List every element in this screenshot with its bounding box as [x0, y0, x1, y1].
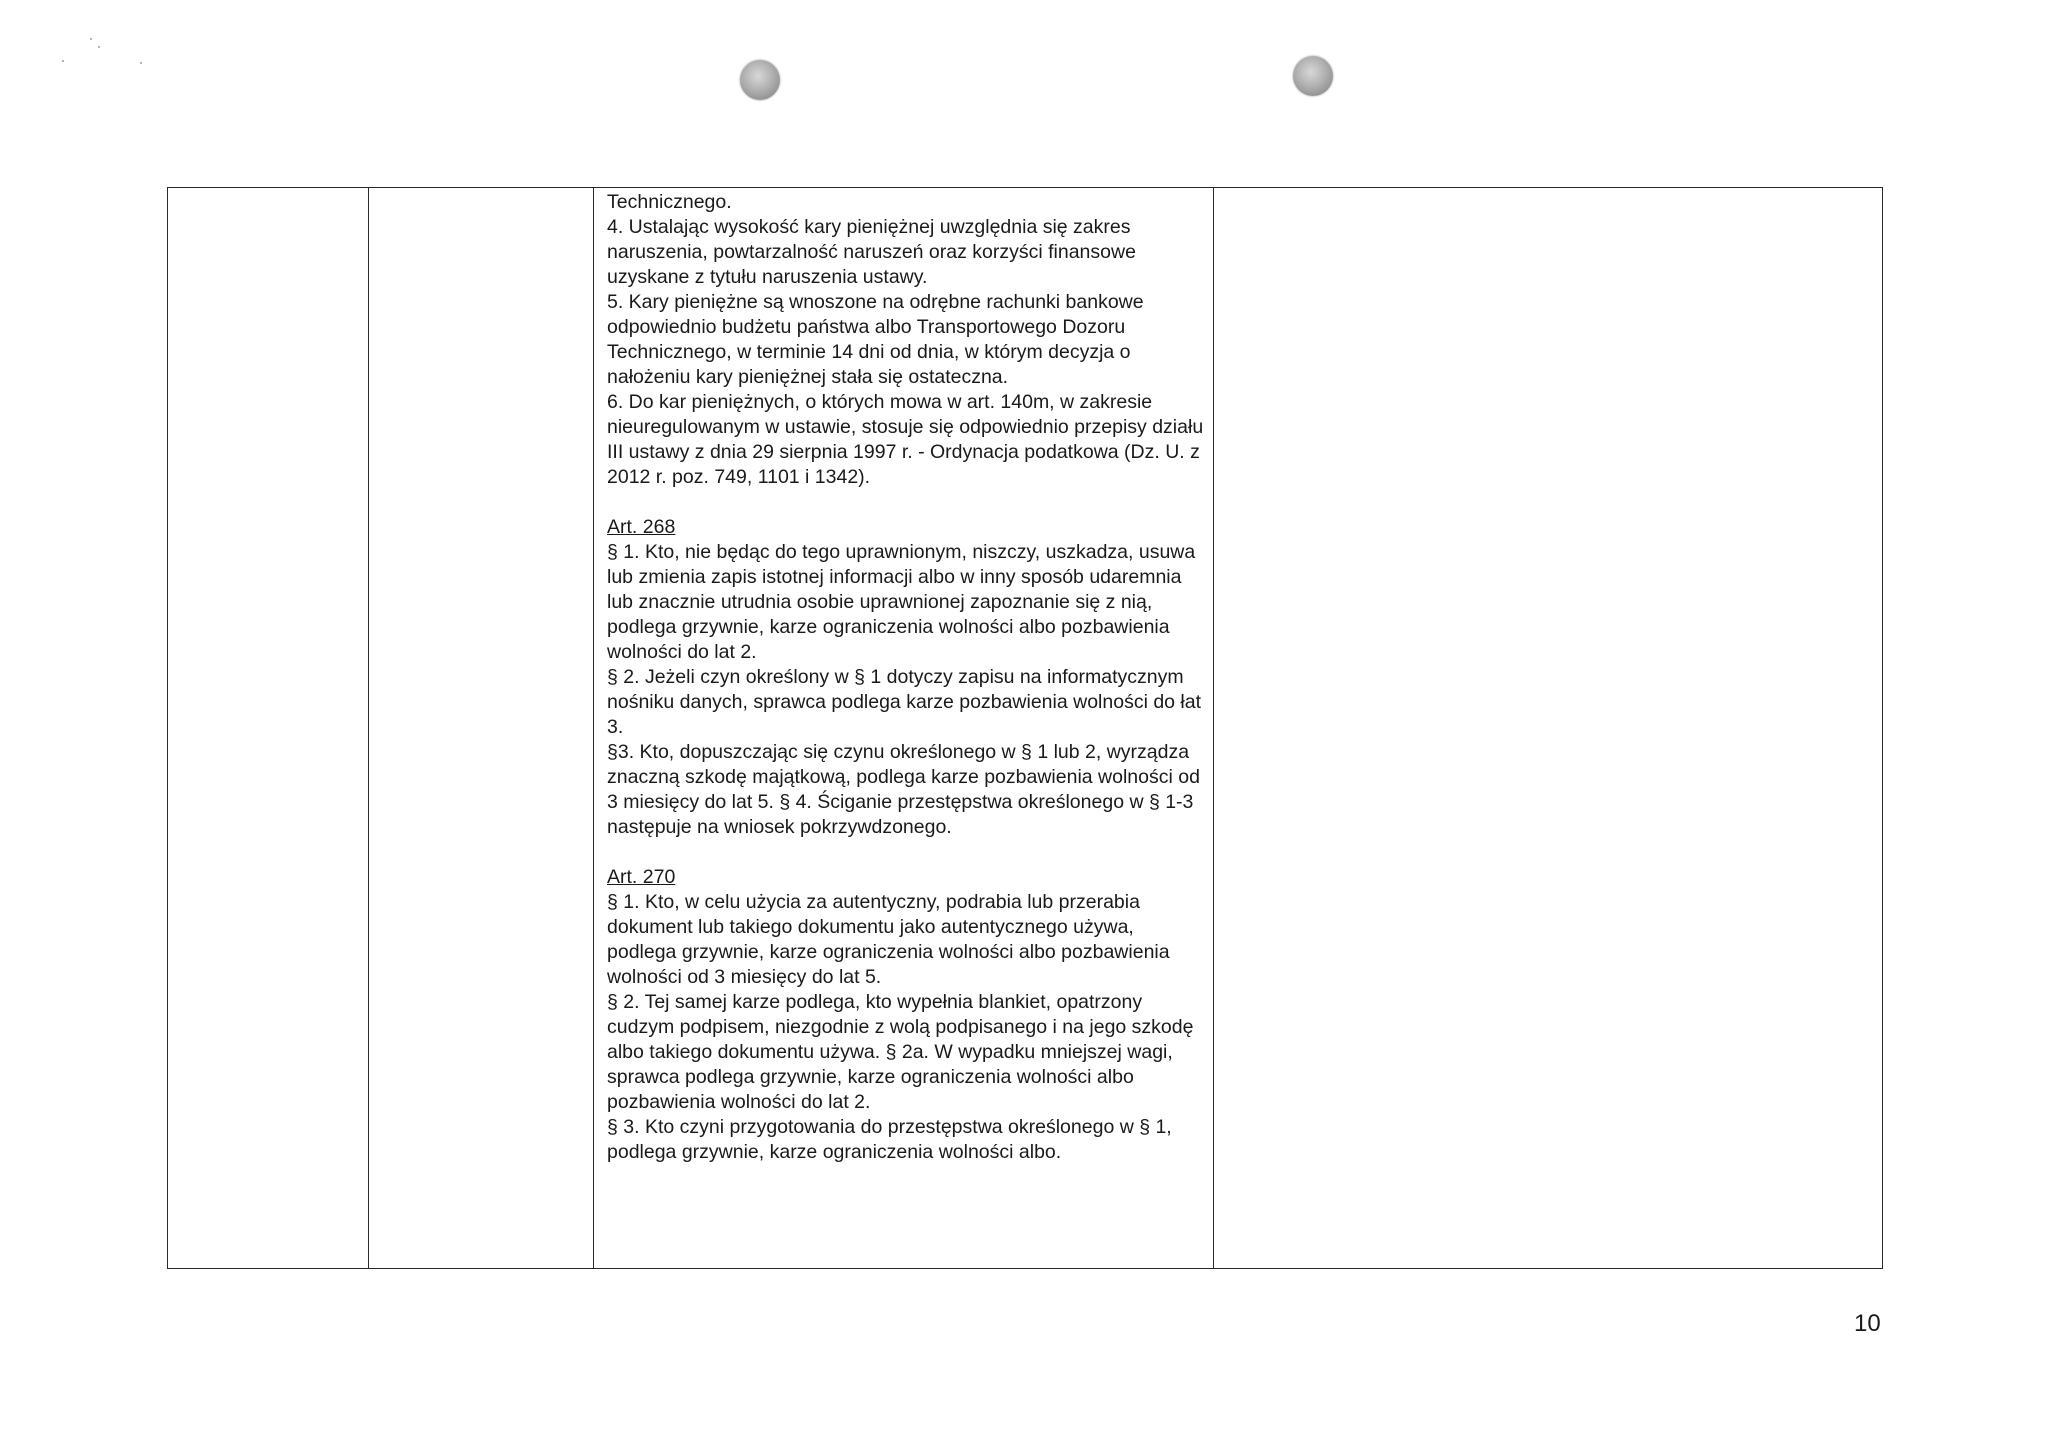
paragraph: 6. Do kar pieniężnych, o których mowa w art. 140m, w zakresie nieuregulowanym w ustawie, stosuje się odpowiednio przepisy działu III ustawy z dnia 29 sierpnia 1997 r. - Ordynacja podatkowa (Dz. U. z 2012 r. poz. 749, 1101 i 1342). — [607, 391, 1204, 488]
scan-speck — [140, 62, 142, 64]
legal-text-block — [594, 188, 1213, 1268]
scan-speck — [90, 38, 92, 40]
document-table — [167, 187, 1883, 1269]
article-heading: Art. 270 — [607, 866, 676, 888]
punch-hole-right — [1293, 56, 1333, 96]
article-heading: Art. 268 — [607, 516, 676, 538]
paragraph: § 2. Jeżeli czyn określony w § 1 dotyczy zapisu na informatycznym nośniku danych, sprawca podlega karze pozbawienia wolności do łat 3. — [607, 666, 1202, 738]
table-cell-empty-2 — [369, 188, 594, 1269]
page-number: 10 — [1854, 1310, 1881, 1337]
paragraph: 5. Kary pieniężne są wnoszone na odrębne rachunki bankowe odpowiednio budżetu państwa albo Transportowego Dozoru Technicznego, w terminie 14 dni od dnia, w którym decyzja o nałożeniu kary pieniężnej stała się ostateczna. — [607, 291, 1144, 388]
punch-hole-left — [740, 60, 780, 100]
scan-speck — [62, 60, 64, 62]
table-cell-empty-4 — [1214, 188, 1883, 1269]
paragraph: §3. Kto, dopuszczając się czynu określonego w § 1 lub 2, wyrządza znaczną szkodę majątkową, podlega karze pozbawienia wolności od 3 miesięcy do lat 5. § 4. Ściganie przestępstwa określonego w § 1-3 następuje na wniosek pokrzywdzonego. — [607, 741, 1200, 838]
table-row — [168, 188, 1883, 1269]
scan-speck — [98, 46, 100, 48]
paragraph: 4. Ustalając wysokość kary pieniężnej uwzględnia się zakres naruszenia, powtarzalność naruszeń oraz korzyści finansowe uzyskane z tytułu naruszenia ustawy. — [607, 216, 1136, 288]
table-cell-empty-1 — [168, 188, 369, 1269]
table-cell-legal-text — [594, 188, 1214, 1269]
paragraph: § 1. Kto, w celu użycia za autentyczny, podrabia lub przerabia dokument lub takiego dokumentu jako autentycznego używa, podlega grzywnie, karze ograniczenia wolności albo pozbawienia wolności od 3 miesięcy do lat 5. — [607, 891, 1170, 988]
paragraph: § 1. Kto, nie będąc do tego uprawnionym, niszczy, uszkadza, usuwa lub zmienia zapis istotnej informacji albo w inny sposób udaremnia lub znacznie utrudnia osobie uprawnionej zapoznanie się z nią, podlega grzywnie, karze ograniczenia wolności albo pozbawienia wolności do lat 2. — [607, 541, 1196, 663]
continuation-text: Technicznego. — [607, 191, 732, 213]
paragraph: § 2. Tej samej karze podlega, kto wypełnia blankiet, opatrzony cudzym podpisem, niezgodnie z wolą podpisanego i na jego szkodę albo takiego dokumentu używa. § 2a. W wypadku mniejszej wagi, sprawca podlega grzywnie, karze ograniczenia wolności albo pozbawienia wolności do lat 2. — [607, 991, 1194, 1113]
paragraph: § 3. Kto czyni przygotowania do przestępstwa określonego w § 1, podlega grzywnie, karze ograniczenia wolności albo. — [607, 1116, 1172, 1163]
